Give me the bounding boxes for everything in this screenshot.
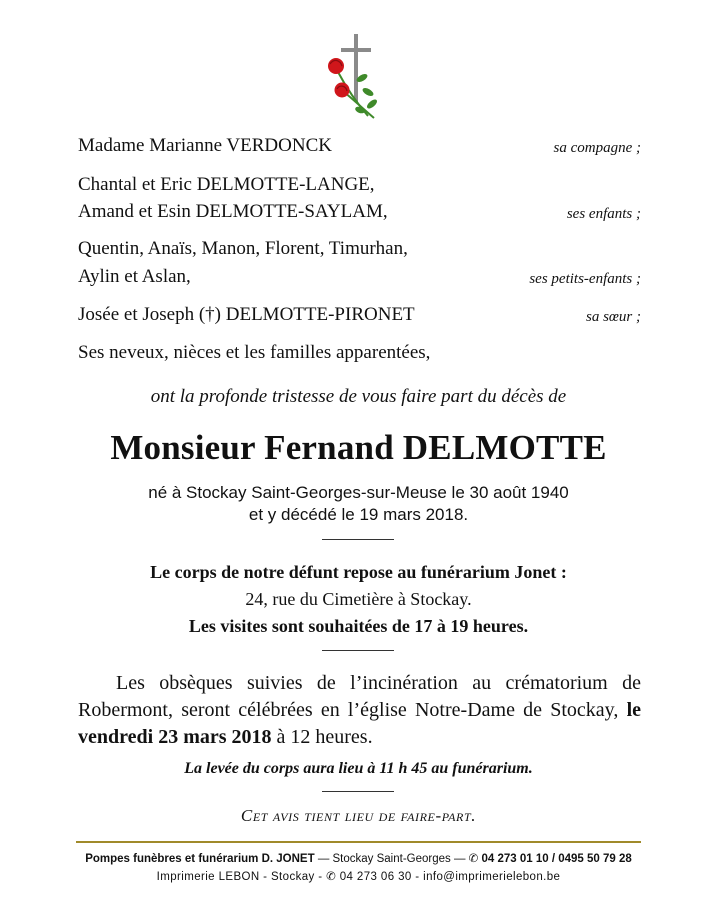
birth-line: né à Stockay Saint-Georges-sur-Meuse le 30 août 1940 <box>148 483 569 502</box>
family-sister-row <box>78 304 641 326</box>
repose-address: 24, rue du Cimetière à Stockay. <box>245 589 472 609</box>
announcement-intro: ont la profonde tristesse de vous faire part du décès de <box>150 386 567 407</box>
partner-name: Madame Marianne VERDONCK <box>78 135 332 156</box>
cross-with-roses-icon <box>316 32 388 124</box>
footer-funeral-home <box>0 851 717 865</box>
funeral-date: le vendredi 23 mars 2018 <box>78 699 641 748</box>
sister-name: Josée et Joseph (†) DELMOTTE-PIRONET <box>78 304 415 325</box>
sister-role: sa sœur ; <box>585 309 641 325</box>
repose-visits: Les visites sont souhaitées de 17 à 19 heures. <box>188 616 529 636</box>
footer-gold-rule <box>76 841 641 843</box>
divider-3 <box>322 791 394 792</box>
grandchildren-line-1: Quentin, Anaïs, Manon, Florent, Timurhan, <box>78 238 408 259</box>
footer-printer: Imprimerie LEBON - Stockay - ✆ 04 273 06 30 - info@imprimerielebon.be <box>156 871 561 883</box>
funeral-text-2: à 12 heures. <box>271 726 373 748</box>
funeral-home-location: — Stockay Saint-Georges — ✆ <box>314 853 482 865</box>
family-others-row <box>78 342 641 364</box>
family-grandchildren-row <box>78 238 641 288</box>
repose-line-1: Le corps de notre défunt repose au funérarium Jonet : <box>150 562 567 582</box>
children-line-2: Amand et Esin DELMOTTE-SAYLAM, <box>78 201 388 222</box>
birth-death-info <box>0 482 717 526</box>
funeral-home-phones: 04 273 01 10 / 0495 50 79 28 <box>481 853 632 865</box>
divider-2 <box>322 650 394 651</box>
funeral-home-name: Pompes funèbres et funérarium D. JONET <box>85 853 315 865</box>
deceased-name: Monsieur Fernand DELMOTTE <box>110 428 607 467</box>
children-line-1: Chantal et Eric DELMOTTE-LANGE, <box>78 174 375 195</box>
children-role: ses enfants ; <box>566 206 641 222</box>
levee-notice: La levée du corps aura lieu à 11 h 45 au funérarium. <box>184 760 533 777</box>
others-text: Ses neveux, nièces et les familles apparentées, <box>78 342 431 363</box>
faire-part-notice: Cet avis tient lieu de faire-part. <box>240 806 477 825</box>
family-partner-row <box>78 135 641 157</box>
grandchildren-line-2: Aylin et Aslan, <box>78 266 191 287</box>
funeral-text-1: Les obsèques suivies de l’incinération au crématorium de Robermont, seront célébrées en l’église Notre-Dame de Stockay, <box>78 672 641 721</box>
funeral-paragraph <box>78 670 641 751</box>
grandchildren-role: ses petits-enfants ; <box>529 271 641 287</box>
divider-1 <box>322 539 394 540</box>
partner-role: sa compagne ; <box>553 140 641 156</box>
death-line: et y décédé le 19 mars 2018. <box>248 505 469 524</box>
family-children-row <box>78 174 641 223</box>
